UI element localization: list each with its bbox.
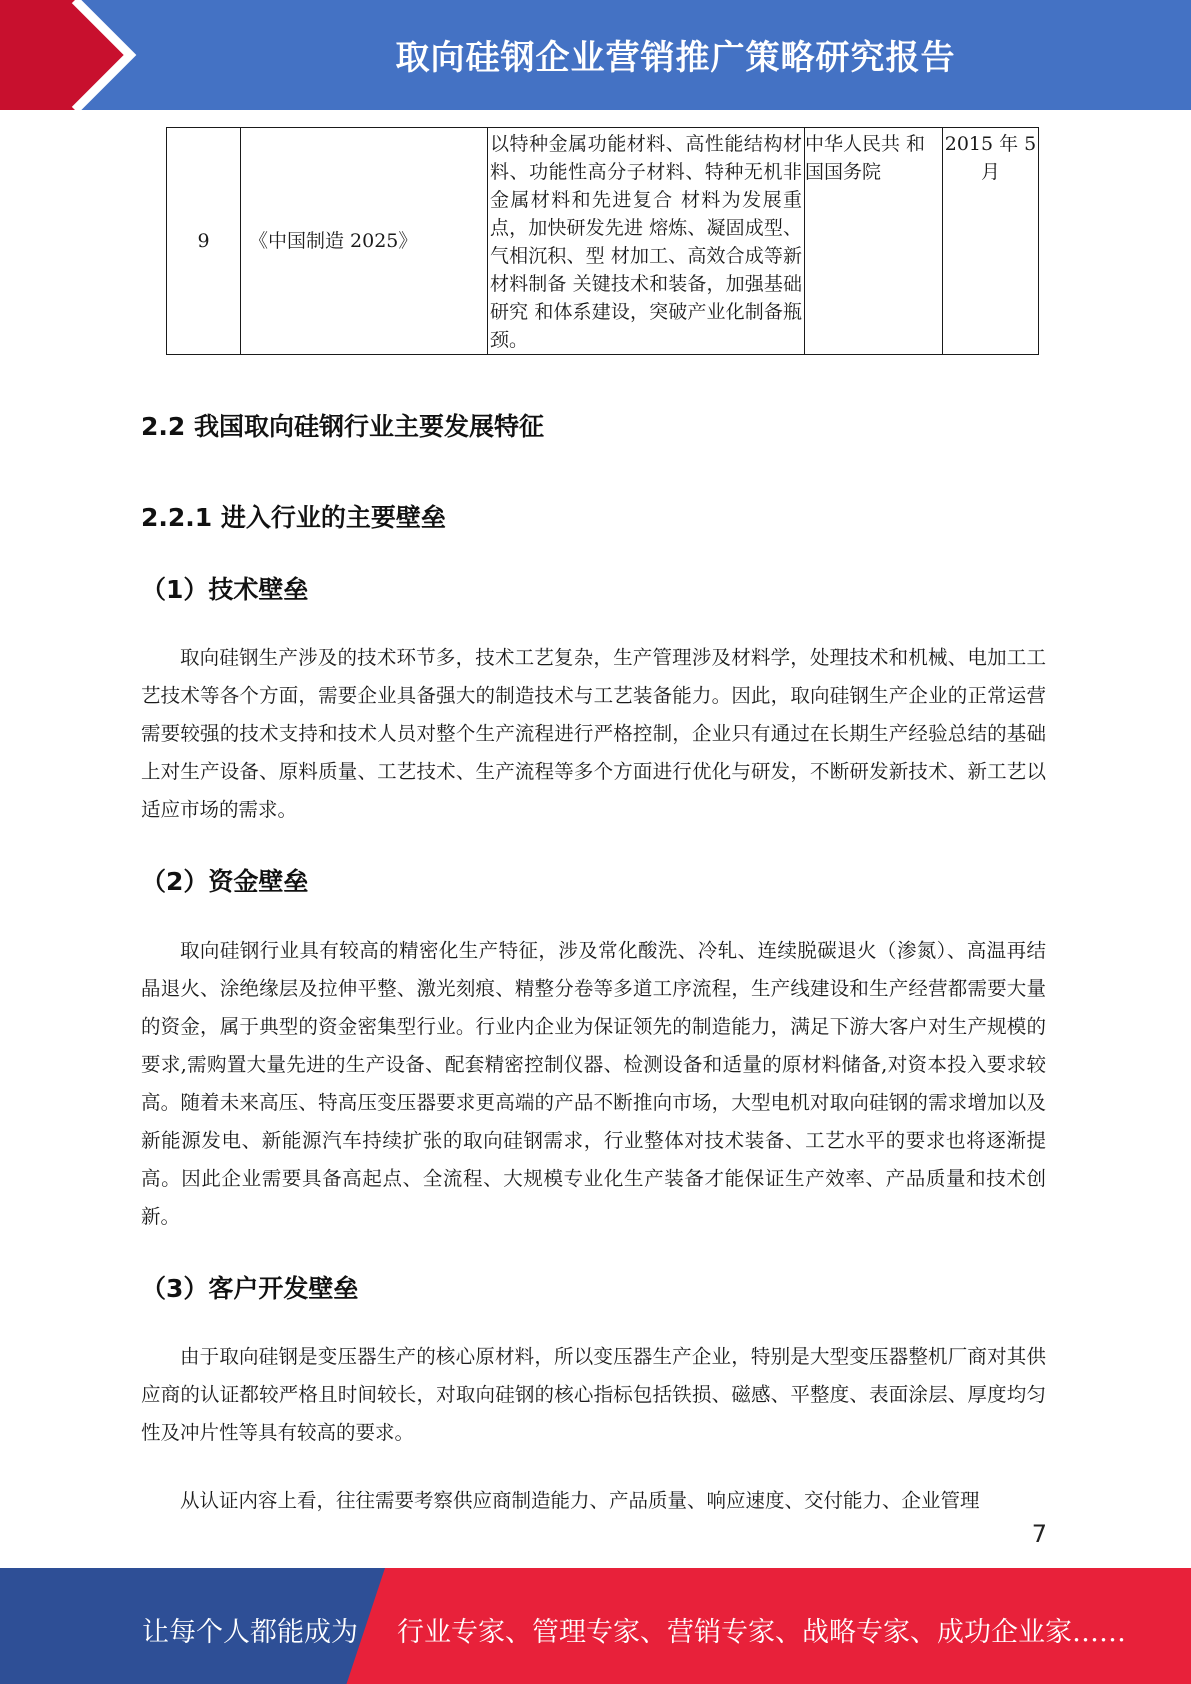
report-title: 取向硅钢企业营销推广策略研究报告 — [395, 38, 956, 78]
paragraph-customer-barrier: 由于取向硅钢是变压器生产的核心原材料，所以变压器生产企业，特别是大型变压器整机厂商对其供应商的认证都较严格且时间较长，对取向硅钢的核心指标包括铁损、磁感、平整度、表面涂层、厚度均匀性及冲片性等具有较高的要求。 — [141, 1345, 1046, 1444]
header-chevron-decoration — [0, 0, 160, 110]
paragraph-tech-barrier: 取向硅钢生产涉及的技术环节多，技术工艺复杂，生产管理涉及材料学，处理技术和机械、电加工工艺技术等各个方面，需要企业具备强大的制造技术与工艺装备能力。因此，取向硅钢生产企业的正常运营需要较强的技术支持和技术人员对整个生产流程进行严格控制，企业只有通过在长期生产经验总结的基础上对生产设备、原料质量、工艺技术、生产流程等多个方面进行优化与研发，不断研发新技术、新工艺以适应市场的需求。 — [141, 646, 1046, 821]
subheading-capital-barrier: （2）资金壁垒 — [141, 867, 309, 896]
row-index: 9 — [167, 128, 241, 355]
policy-issuer: 中华人民共 和国国务院 — [805, 128, 943, 355]
policy-date: 2015 年 5月 — [943, 128, 1039, 355]
policy-content: 以特种金属功能材料、高性能结构材料、功能性高分子材料、特种无机非金属材料和先进复合 材料为发展重点，加快研发先进 熔炼、凝固成型、气相沉积、型 材加工、高效合成等新材料制备 关键技术和装备，加强基础研究 和体系建设，突破产业化制备瓶 颈。 — [488, 128, 805, 355]
policy-table — [166, 127, 1039, 355]
page-footer — [0, 1568, 1191, 1684]
footer-slogan-left: 让每个人都能成为 — [142, 1617, 358, 1648]
paragraph-capital-barrier: 取向硅钢行业具有较高的精密化生产特征，涉及常化酸洗、冷轧、连续脱碳退火（渗氮）、高温再结晶退火、涂绝缘层及拉伸平整、激光刻痕、精整分卷等多道工序流程，生产线建设和生产经营都需要大量的资金，属于典型的资金密集型行业。行业内企业为保证领先的制造能力，满足下游大客户对生产规模的要求,需购置大量先进的生产设备、配套精密控制仪器、检测设备和适量的原材料储备,对资本投入要求较高。随着未来高压、特高压变压器要求更高端的产品不断推向市场，大型电机对取向硅钢的需求增加以及新能源发电、新能源汽车持续扩张的取向硅钢需求，行业整体对技术装备、工艺水平的要求也将逐渐提高。因此企业需要具备高起点、全流程、大规模专业化生产装备才能保证生产效率、产品质量和技术创新。 — [141, 939, 1046, 1228]
footer-slogan-right: 行业专家、管理专家、营销专家、战略专家、成功企业家…… — [397, 1617, 1126, 1648]
page-header — [0, 0, 1191, 110]
table-row — [167, 128, 1039, 355]
policy-name: 《中国制造 2025》 — [241, 128, 488, 355]
subheading-customer-barrier: （3）客户开发壁垒 — [141, 1274, 359, 1303]
paragraph-certification: 从认证内容上看，往往需要考察供应商制造能力、产品质量、响应速度、交付能力、企业管理 — [180, 1489, 980, 1512]
section-heading-2-2-1: 2.2.1 进入行业的主要壁垒 — [141, 503, 446, 532]
section-heading-2-2: 2.2 我国取向硅钢行业主要发展特征 — [141, 412, 544, 441]
page-number: 7 — [1031, 1520, 1047, 1548]
subheading-tech-barrier: （1）技术壁垒 — [141, 575, 309, 604]
